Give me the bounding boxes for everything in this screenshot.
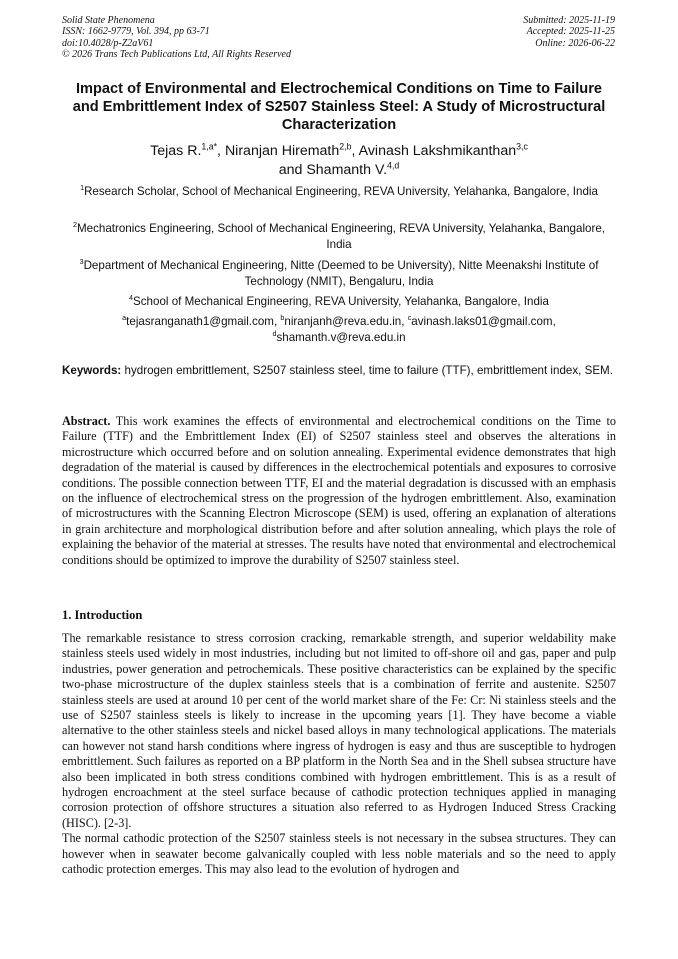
keywords-text: hydrogen embrittlement, S2507 stainless steel, time to failure (TTF), embrittlement index, SEM. — [124, 364, 613, 377]
author-emails: $^a$tejasranganath1@gmail.com, $^b$niranjanh@reva.edu.in, $^c$avinash.laks01@gmail.com, $^d$shamanth.v@reva.edu.in — [122, 313, 556, 344]
submitted-date: Submitted: 2025-11-19 — [523, 15, 615, 26]
affiliation-2: $^2$Mechatronics Engineering, School of Mechanical Engineering, REVA University, Yelahanka, Bangalore, India — [72, 220, 606, 251]
author-4: Shamanth V.$^{4,d}$ — [306, 159, 400, 178]
paragraph: The remarkable resistance to stress corrosion cracking, remarkable strength, and superior weldability make stainless steels used widely in most industries, including but not limited to off-shore oil and gas, paper and pulp industries, power generation and petrochemicals. These positive characteristics can be explained by the specific two-phase microstructure of the duplex stainless steels that is a combination of ferrite and austenite. S2507 stainless steels are used at around 10 per cent of the world market share of the Fe: Cr: Ni stainless steels and the use of S2507 stainless steels is likely to increase in the upcoming years [1]. They have become a viable alternative to the other stainless steels and nickel based alloys in many technological applications. The materials can however not stand harsh conditions where ingress of hydrogen is easy and thus are susceptible to hydrogen embrittlement. Such failures as reported on a BP platform in the North Sea and in the Shell subsea structure have also been implicated in both stress conditions combined with hydrogen embrittlement. This is as a result of hydrogen encroachment at the steel surface because of cathodic protection techniques applied in managing corrosion protection of offshore structures a situation also referred to as Hydrogen Induced Stress Cracking (HISC). [2-3]. — [62, 631, 616, 830]
author-3: Avinash Lakshmikanthan$^{3,c}$ — [358, 141, 528, 159]
abstract-label: Abstract. — [62, 414, 111, 428]
doi: doi:10.4028/p-Z2aV61 — [62, 37, 154, 49]
journal-info — [62, 15, 291, 60]
abstract — [62, 414, 616, 568]
affiliation-3: $^3$Department of Mechanical Engineering, Nitte (Deemed to be University), Nitte Meenakshi Institute of Technology (NMIT), Bengaluru, India — [79, 257, 599, 288]
affiliation-4: $^4$School of Mechanical Engineering, REVA University, Yelahanka, Bangalore, India — [129, 293, 549, 308]
author-1: Tejas R.$^{1,a*}$ — [150, 141, 218, 159]
issn-volume: ISSN: 1662-9779, Vol. 394, pp 63-71 — [62, 26, 210, 38]
paragraph: The normal cathodic protection of the S2507 stainless steels is not necessary in the subsea structures. They can however when in seawater become galvanically coupled with less noble materials and so the need to apply cathodic protection emerges. This may also lead to the evolution of hydrogen and — [62, 831, 616, 877]
email-a: $^a$tejasranganath1@gmail.com — [122, 313, 274, 328]
copyright: © 2026 Trans Tech Publications Ltd, All Rights Reserved — [62, 48, 291, 60]
introduction-body — [62, 631, 616, 878]
accepted-date: Accepted: 2025-11-25 — [526, 26, 615, 38]
journal-name: Solid State Phenomena — [62, 15, 155, 26]
keywords-label: Keywords: — [62, 364, 122, 377]
email-c: $^c$avinash.laks01@gmail.com — [407, 313, 553, 328]
abstract-text: This work examines the effects of environmental and electrochemical conditions on the Time to Failure (TTF) and the Embrittlement Index (EI) of S2507 stainless steel and observes the alterations in microstructure which occurred before and on solution annealing. Experimental evidence demonstrates that high degradation of the material is caused by differences in the electrochemical potentials and exposures to corrosive conditions. The possible connection between TTF, EI and the material degradation is discussed with an emphasis on the influence of electrochemical stress on the progression of the hydrogen embrittlement. Also, examination of microstructures with the Scanning Electron Microscope (SEM) is used, offering an explanation of alterations in grain architecture and morphological distribution before and after solution annealing, which plays the role of explaining the behavior of the material at stresses. The results have noted that environmental and electrochemical conditions should be optimized to improve the durability of S2507 stainless steel. — [62, 414, 616, 567]
keywords — [62, 363, 616, 379]
affiliation-1: $^1$Research Scholar, School of Mechanical Engineering, REVA University, Yelahanka, Bangalore, India — [80, 183, 598, 198]
publication-dates — [523, 15, 615, 49]
section-heading-introduction: 1. Introduction — [62, 608, 143, 622]
email-b: $^b$niranjanh@reva.edu.in — [280, 313, 402, 328]
author-2: Niranjan Hiremath$^{2,b}$ — [224, 141, 352, 159]
online-date: Online: 2026-06-22 — [535, 37, 615, 49]
author-list: Tejas R.$^{1,a*}$, Niranjan Hiremath$^{2,b}$, Avinash Lakshmikanthan$^{3,c}$ and Shamanth V.$^{4,d}$ — [150, 141, 528, 178]
email-d: $^d$shamanth.v@reva.edu.in — [272, 328, 406, 344]
paper-title: Impact of Environmental and Electrochemical Conditions on Time to Failure and Embrittlement Index of S2507 Stainless Steel: A Study of Microstructural Characterization — [72, 81, 606, 133]
